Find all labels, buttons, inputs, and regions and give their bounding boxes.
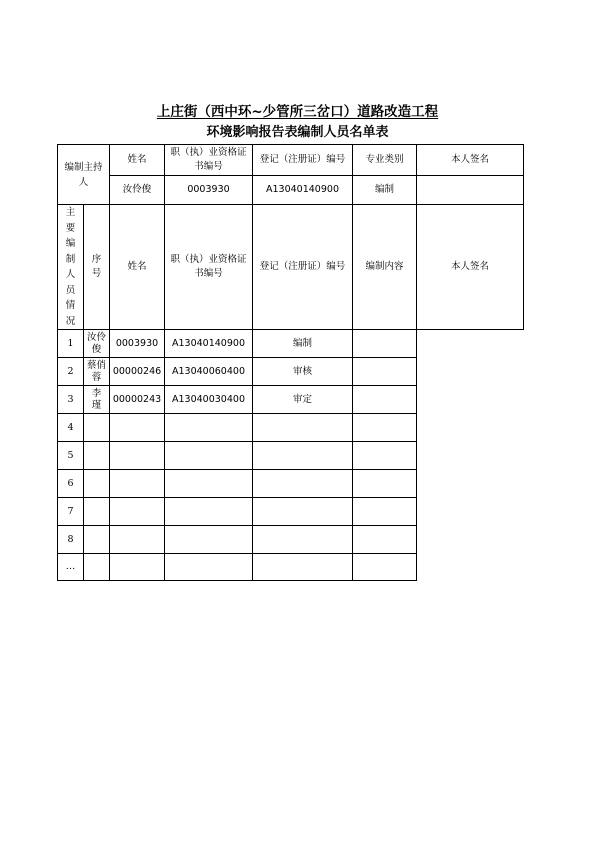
row-serial: 8 bbox=[58, 526, 84, 554]
row-signature bbox=[353, 554, 417, 581]
row-reg bbox=[165, 442, 253, 470]
row-content bbox=[253, 554, 353, 581]
staff-table-row bbox=[58, 386, 524, 414]
row-content bbox=[253, 442, 353, 470]
row-reg bbox=[165, 470, 253, 498]
row-reg: A13040030400 bbox=[165, 386, 253, 414]
host-section-label: 编制主持人 bbox=[58, 145, 110, 205]
staff-table-row bbox=[58, 526, 524, 554]
staff-table-row bbox=[58, 358, 524, 386]
staff-table-row bbox=[58, 554, 524, 581]
row-cert: 00000243 bbox=[110, 386, 165, 414]
row-cert bbox=[110, 442, 165, 470]
host-cert: 0003930 bbox=[165, 176, 253, 205]
row-signature bbox=[353, 330, 417, 358]
host-signature bbox=[417, 176, 524, 205]
row-content bbox=[253, 498, 353, 526]
host-table bbox=[57, 144, 524, 205]
row-serial: 4 bbox=[58, 414, 84, 442]
row-serial: 1 bbox=[58, 330, 84, 358]
header-cert: 职（执）业资格证书编号 bbox=[165, 205, 253, 330]
host-name: 汝伶俊 bbox=[110, 176, 165, 205]
row-reg bbox=[165, 526, 253, 554]
row-cert bbox=[110, 414, 165, 442]
row-content bbox=[253, 414, 353, 442]
row-content bbox=[253, 526, 353, 554]
document-subtitle: 环境影响报告表编制人员名单表 bbox=[206, 125, 389, 140]
row-name bbox=[84, 554, 110, 581]
host-reg: A13040140900 bbox=[253, 176, 353, 205]
row-name bbox=[84, 414, 110, 442]
header-cert: 职（执）业资格证书编号 bbox=[165, 145, 253, 176]
row-serial: 3 bbox=[58, 386, 84, 414]
header-signature: 本人签名 bbox=[417, 205, 524, 330]
staff-table-row bbox=[58, 330, 524, 358]
staff-table-row bbox=[58, 470, 524, 498]
row-serial: 6 bbox=[58, 470, 84, 498]
row-cert: 0003930 bbox=[110, 330, 165, 358]
row-serial: … bbox=[58, 554, 84, 581]
header-signature: 本人签名 bbox=[417, 145, 524, 176]
row-cert bbox=[110, 498, 165, 526]
header-content: 编制内容 bbox=[353, 205, 417, 330]
row-serial: 7 bbox=[58, 498, 84, 526]
header-category: 专业类别 bbox=[353, 145, 417, 176]
row-signature bbox=[353, 414, 417, 442]
host-category: 编制 bbox=[353, 176, 417, 205]
row-signature bbox=[353, 358, 417, 386]
row-name bbox=[84, 442, 110, 470]
staff-table-row bbox=[58, 442, 524, 470]
row-content: 审核 bbox=[253, 358, 353, 386]
header-reg: 登记（注册证）编号 bbox=[253, 145, 353, 176]
staff-table bbox=[57, 204, 524, 581]
header-name: 姓名 bbox=[110, 205, 165, 330]
row-signature bbox=[353, 498, 417, 526]
staff-section-label: 主要编制人员情况 bbox=[58, 205, 84, 330]
row-signature bbox=[353, 470, 417, 498]
row-name: 蔡俏蓉 bbox=[84, 358, 110, 386]
row-name: 汝伶俊 bbox=[84, 330, 110, 358]
host-table-row bbox=[58, 176, 524, 205]
row-reg: A13040140900 bbox=[165, 330, 253, 358]
header-serial: 序号 bbox=[84, 205, 110, 330]
row-reg: A13040060400 bbox=[165, 358, 253, 386]
row-name bbox=[84, 526, 110, 554]
staff-table-row bbox=[58, 498, 524, 526]
row-signature bbox=[353, 442, 417, 470]
row-reg bbox=[165, 554, 253, 581]
row-cert bbox=[110, 526, 165, 554]
staff-table-header-row bbox=[58, 205, 524, 330]
host-table-header-row bbox=[58, 145, 524, 176]
header-reg: 登记（注册证）编号 bbox=[253, 205, 353, 330]
row-content: 审定 bbox=[253, 386, 353, 414]
row-cert: 00000246 bbox=[110, 358, 165, 386]
row-cert bbox=[110, 470, 165, 498]
row-serial: 2 bbox=[58, 358, 84, 386]
row-signature bbox=[353, 526, 417, 554]
row-reg bbox=[165, 414, 253, 442]
row-name bbox=[84, 470, 110, 498]
row-signature bbox=[353, 386, 417, 414]
row-content: 编制 bbox=[253, 330, 353, 358]
row-serial: 5 bbox=[58, 442, 84, 470]
row-name: 李 瑾 bbox=[84, 386, 110, 414]
row-name bbox=[84, 498, 110, 526]
staff-table-row bbox=[58, 414, 524, 442]
row-cert bbox=[110, 554, 165, 581]
row-reg bbox=[165, 498, 253, 526]
document-title: 上庄街（西中环~少管所三岔口）道路改造工程 bbox=[156, 104, 439, 120]
row-content bbox=[253, 470, 353, 498]
header-name: 姓名 bbox=[110, 145, 165, 176]
